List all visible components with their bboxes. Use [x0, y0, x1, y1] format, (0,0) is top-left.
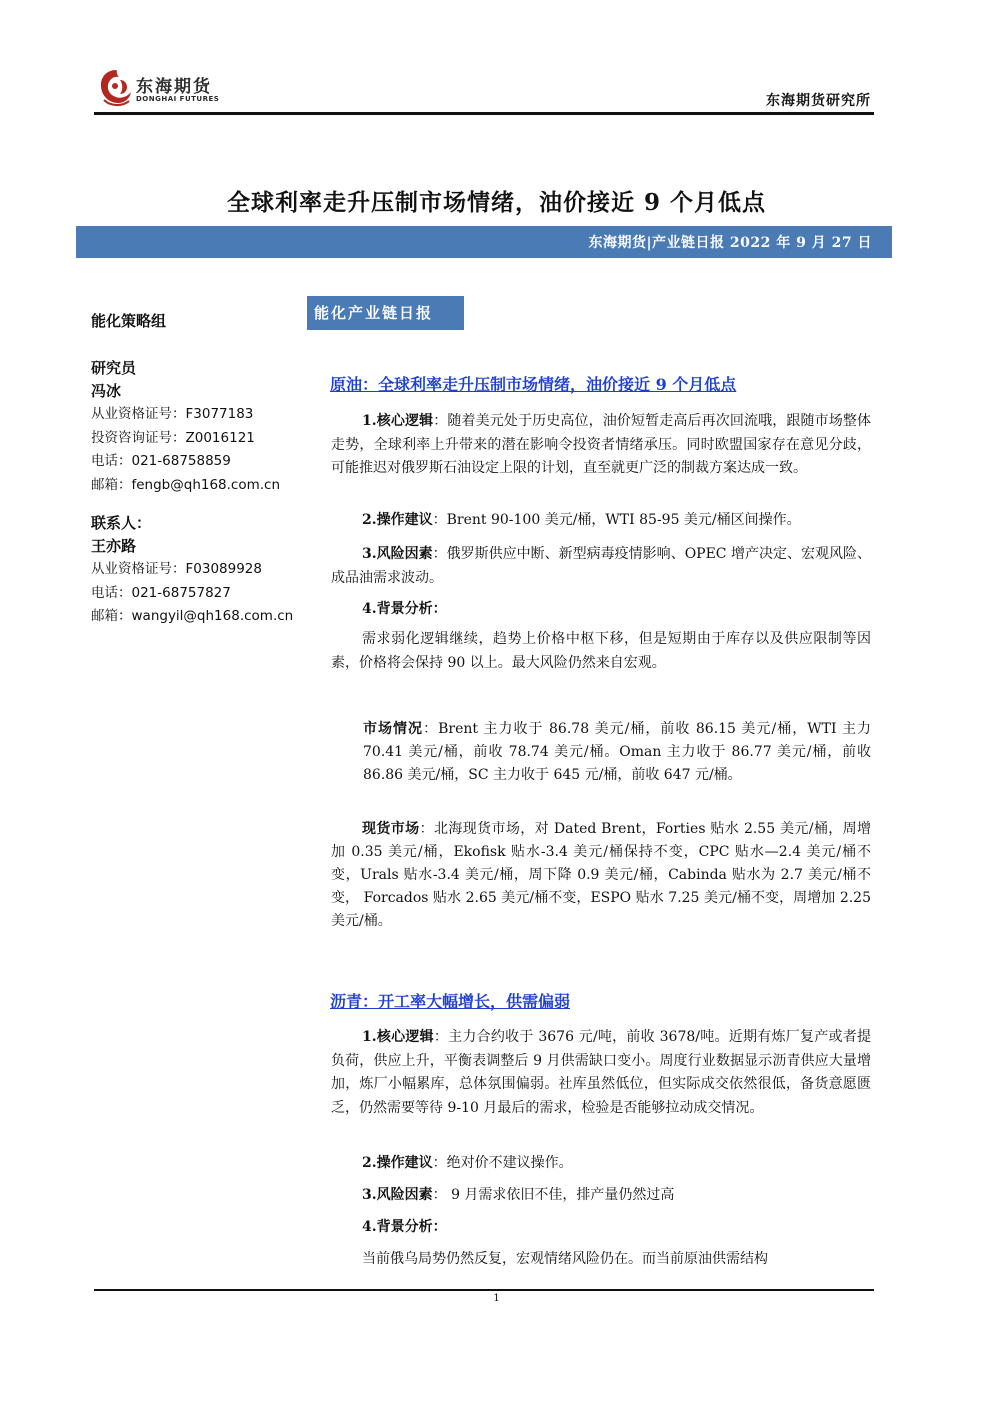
- crude-risk: [331, 543, 871, 590]
- report-tag: 能化产业链日报: [307, 296, 464, 330]
- researcher-phone: 电话：021-68758859: [91, 453, 231, 469]
- crude-spot-text: ：北海现货市场，对 Dated Brent，Forties 贴水 2.55 美元/桶，周增加 0.35 美元/桶，Ekofisk 贴水-3.4 美元/桶保持不变，CPC 贴水—2.4 美元/桶不变，Urals 贴水-3.4 美元/桶，周下降 0.9 美元/桶，Cabinda 贴水为 2.7 美元/桶不变， Forcados 贴水 2.65 美元/桶不变，ESPO 贴水 7.25 美元/桶不变，周增加 2.25 美元/桶。: [331, 821, 872, 929]
- crude-background-label: 4.背景分析: [362, 601, 433, 617]
- asphalt-risk-text: ： 9 月需求依旧不佳，排产量仍然过高: [432, 1187, 675, 1203]
- crude-market: [363, 718, 871, 787]
- company-logo: [96, 66, 236, 108]
- asphalt-section-heading[interactable]: 沥青：开工率大幅增长，供需偏弱: [330, 992, 571, 1011]
- crude-market-text: ：Brent 主力收于 86.78 美元/桶，前收 86.15 美元/桶，WTI 主力 70.41 美元/桶，前收 78.74 美元/桶。Oman 主力收于 86.77 美元/桶，前收 86.86 美元/桶，SC 主力收于 645 元/桶，前收 647 元/桶。: [363, 721, 871, 783]
- dragon-logo-icon: [96, 66, 136, 108]
- contact-email[interactable]: 邮箱：wangyil@qh168.com.cn: [91, 608, 294, 624]
- asphalt-background-colon: ：: [432, 1219, 447, 1235]
- asphalt-core-logic-label: 1.核心逻辑: [362, 1029, 434, 1045]
- crude-core-logic-text: ：随着美元处于历史高位，油价短暂走高后再次回流哦，跟随市场整体走势，全球利率上升带来的潜在影响令投资者情绪承压。同时欧盟国家存在意见分歧，可能推迟对俄罗斯石油设定上限的计划，直至就更广泛的制裁方案达成一致。: [331, 413, 871, 476]
- asphalt-core-logic-text: ：主力合约收于 3676 元/吨，前收 3678/吨。近期有炼厂复产或者提负荷，供应上升，平衡表调整后 9 月供需缺口变小。周度行业数据显示沥青供应大量增加，炼厂小幅累库，总体氛围偏弱。社库虽然低位，但实际成交依然很低，备货意愿匮乏，仍然需要等待 9-10 月最后的需求，检验是否能够拉动成交情况。: [331, 1029, 871, 1116]
- crude-spot-label: 现货市场: [362, 821, 420, 837]
- date-banner: [76, 226, 892, 258]
- logo-text-en: DONGHAI FUTURES: [136, 95, 220, 103]
- strategy-group: 能化策略组: [91, 312, 167, 330]
- asphalt-advice-label: 2.操作建议: [362, 1155, 433, 1171]
- banner-text: 东海期货|产业链日报 2022 年 9 月 27 日: [588, 235, 872, 251]
- crude-core-logic: [331, 410, 871, 481]
- crude-risk-text: ：俄罗斯供应中断、新型病毒疫情影响、OPEC 增产决定、宏观风险、成品油需求波动。: [331, 546, 871, 586]
- asphalt-advice-text: ：绝对价不建议操作。: [432, 1155, 573, 1171]
- asphalt-core-logic: [331, 1026, 871, 1120]
- contact-label: 联系人：: [91, 514, 152, 532]
- contact-phone: 电话：021-68757827: [91, 584, 231, 601]
- crude-background-text: 需求弱化逻辑继续，趋势上价格中枢下移，但是短期由于库存以及供应限制等因素，价格将会保持 90 以上。最大风险仍然来自宏观。: [331, 631, 871, 671]
- crude-risk-label: 3.风险因素: [362, 546, 433, 562]
- researcher-email[interactable]: 邮箱：fengb@qh168.com.cn: [91, 476, 281, 493]
- crude-market-label: 市场情况: [363, 721, 424, 737]
- asphalt-background: [331, 1216, 871, 1240]
- asphalt-background-label: 4.背景分析: [362, 1219, 433, 1235]
- footer-divider: [94, 1289, 874, 1291]
- researcher-label: 研究员: [91, 359, 137, 377]
- researcher-cert: 从业资格证号：F3077183: [91, 406, 254, 422]
- asphalt-risk-label: 3.风险因素: [362, 1187, 433, 1203]
- crude-section-heading[interactable]: 原油：全球利率走升压制市场情绪，油价接近 9 个月低点: [330, 375, 737, 394]
- report-title: 全球利率走升压制市场情绪，油价接近 9 个月低点: [226, 189, 767, 216]
- header-divider: [94, 112, 874, 115]
- crude-advice-label: 2.操作建议: [362, 512, 433, 528]
- crude-advice-text: ：Brent 90-100 美元/桶，WTI 85-95 美元/桶区间操作。: [432, 512, 801, 528]
- asphalt-background-text: 当前俄乌局势仍然反复，宏观情绪风险仍在。而当前原油供需结构: [362, 1251, 768, 1267]
- crude-background: [331, 598, 871, 622]
- crude-spot: [331, 818, 871, 933]
- institute-name: 东海期货研究所: [766, 93, 871, 109]
- author-sidebar: [91, 310, 311, 629]
- researcher-name: 冯冰: [91, 382, 122, 400]
- contact-cert: 从业资格证号：F03089928: [91, 561, 262, 577]
- researcher-consult: 投资咨询证号：Z0016121: [91, 429, 255, 446]
- page-number: 1: [493, 1293, 500, 1304]
- crude-core-logic-label: 1.核心逻辑: [362, 413, 434, 429]
- asphalt-advice: [331, 1152, 871, 1176]
- contact-name: 王亦路: [91, 537, 137, 555]
- crude-background-colon: ：: [432, 601, 447, 617]
- crude-advice: [331, 509, 871, 533]
- logo-text-cn: 东海期货: [136, 77, 212, 97]
- asphalt-risk: [331, 1184, 871, 1208]
